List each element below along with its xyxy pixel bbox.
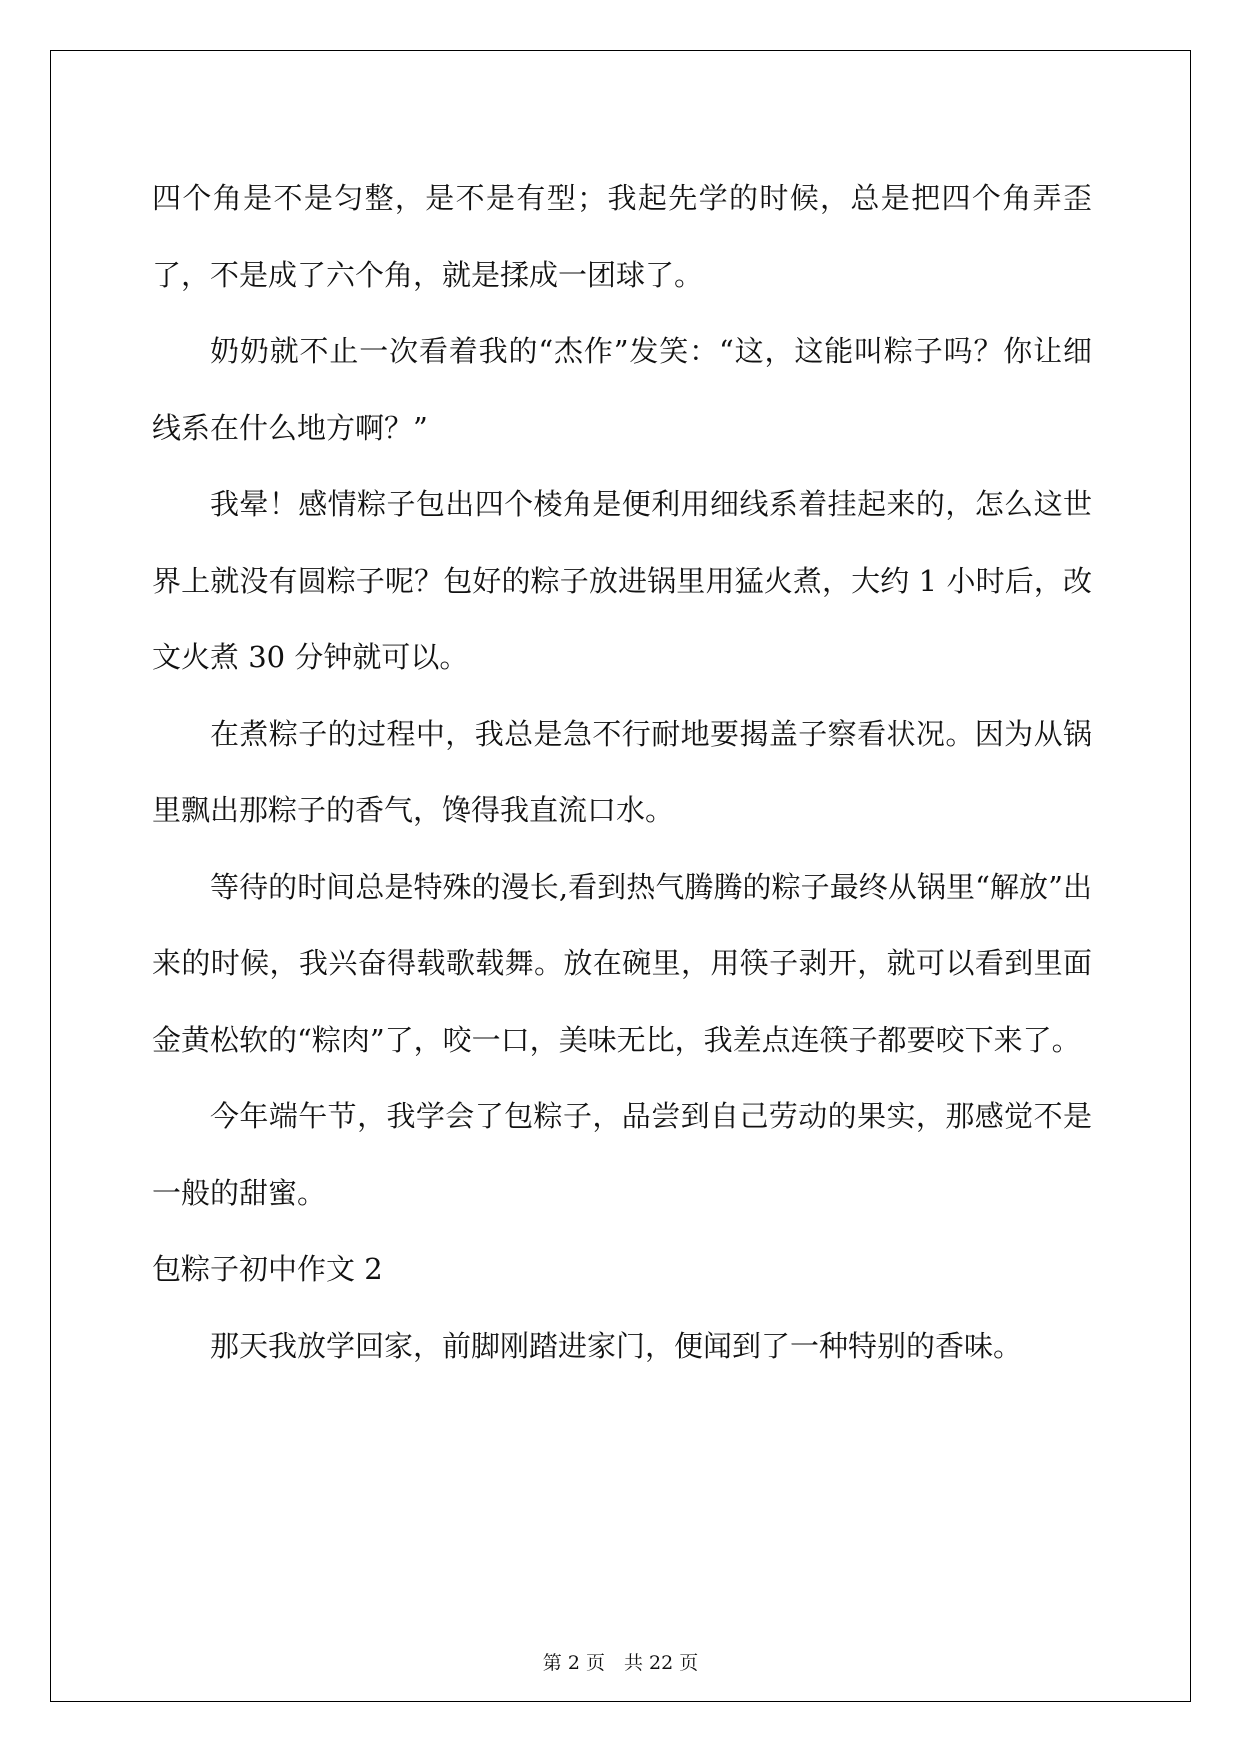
paragraph-1: 四个角是不是匀整，是不是有型；我起先学的时候，总是把四个角弄歪了，不是成了六个角，就是揉成一团球了。 <box>152 181 1092 292</box>
paragraph-7: 那天我放学回家，前脚刚踏进家门，便闻到了一种特别的香味。 <box>210 1328 1023 1363</box>
section-heading: 包粽子初中作文 2 <box>152 1252 383 1286</box>
document-body <box>152 160 1092 1384</box>
paragraph-6: 今年端午节，我学会了包粽子，品尝到自己劳动的果实，那感觉不是一般的甜蜜。 <box>152 1099 1092 1210</box>
paragraph-3: 我晕！感情粽子包出四个棱角是便利用细线系着挂起来的，怎么这世界上就没有圆粽子呢？包好的粽子放进锅里用猛火煮，大约 1 小时后，改文火煮 30 分钟就可以。 <box>152 487 1092 674</box>
paragraph-5: 等待的时间总是特殊的漫长,看到热气腾腾的粽子最终从锅里“解放”出来的时候，我兴奋得载歌载舞。放在碗里，用筷子剥开，就可以看到里面金黄松软的“粽肉”了，咬一口，美味无比，我差点连筷子都要咬下来了。 <box>152 869 1092 1057</box>
page-number-footer: 第 2 页 共 22 页 <box>542 1652 699 1674</box>
paragraph-2: 奶奶就不止一次看着我的“杰作”发笑：“这，这能叫粽子吗？你让细线系在什么地方啊？” <box>152 334 1092 445</box>
paragraph-4: 在煮粽子的过程中，我总是急不行耐地要揭盖子察看状况。因为从锅里飘出那粽子的香气，馋得我直流口水。 <box>152 716 1092 827</box>
